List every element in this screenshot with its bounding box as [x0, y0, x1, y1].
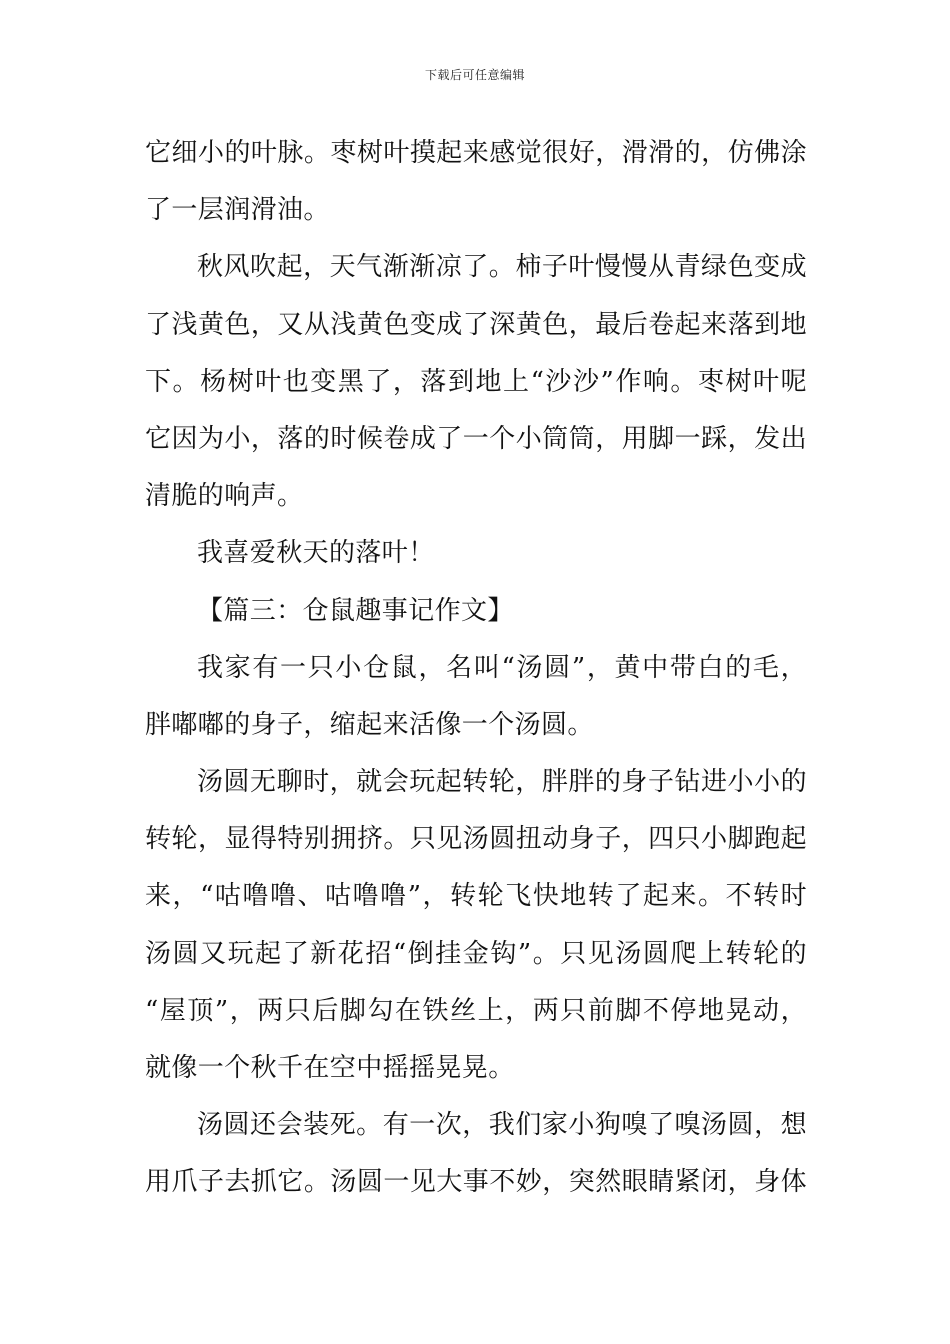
essay-body: [145, 125, 807, 1212]
text-line: 了浅黄色，又从浅黄色变成了深黄色，最后卷起来落到地: [145, 309, 807, 340]
section-heading: 【篇三：仓鼠趣事记作文】: [197, 595, 514, 626]
text-line: 了一层润滑油。: [145, 195, 330, 226]
text-line: 来，“咕噜噜、咕噜噜”，转轮飞快地转了起来。不转时: [145, 881, 807, 912]
paragraph-start-line: 汤圆无聊时，就会玩起转轮，胖胖的身子钻进小小的: [197, 767, 807, 798]
text-line: 用爪子去抓它。汤圆一见大事不妙，突然眼睛紧闭，身体: [145, 1167, 807, 1198]
text-line: “屋顶”，两只后脚勾在铁丝上，两只前脚不停地晃动，: [145, 995, 807, 1026]
text-line: 胖嘟嘟的身子，缩起来活像一个汤圆。: [145, 709, 594, 740]
text-line: 转轮，显得特别拥挤。只见汤圆扭动身子，四只小脚跑起: [145, 824, 807, 855]
text-line: 它细小的叶脉。枣树叶摸起来感觉很好，滑滑的，仿佛涂: [145, 138, 807, 168]
paragraph-start-line: 我家有一只小仓鼠，名叫“汤圆”，黄中带白的毛，: [197, 652, 807, 683]
text-line: 它因为小，落的时候卷成了一个小筒筒，用脚一踩，发出: [145, 423, 807, 454]
paragraph-start-line: 秋风吹起，天气渐渐凉了。柿子叶慢慢从青绿色变成: [197, 252, 807, 283]
paragraph-start-line: 汤圆还会装死。有一次，我们家小狗嗅了嗅汤圆，想: [197, 1110, 807, 1141]
text-line: 就像一个秋千在空中摇摇晃晃。: [145, 1053, 515, 1083]
paragraph-start-line: 我喜爱秋天的落叶！: [197, 538, 435, 569]
text-line: 清脆的响声。: [145, 481, 304, 512]
text-line: 下。杨树叶也变黑了，落到地上“沙沙”作响。枣树叶呢: [145, 366, 807, 397]
page-header-note: 下载后可任意编辑: [424, 68, 525, 82]
text-line: 汤圆又玩起了新花招“倒挂金钩”。只见汤圆爬上转轮的: [145, 938, 807, 969]
